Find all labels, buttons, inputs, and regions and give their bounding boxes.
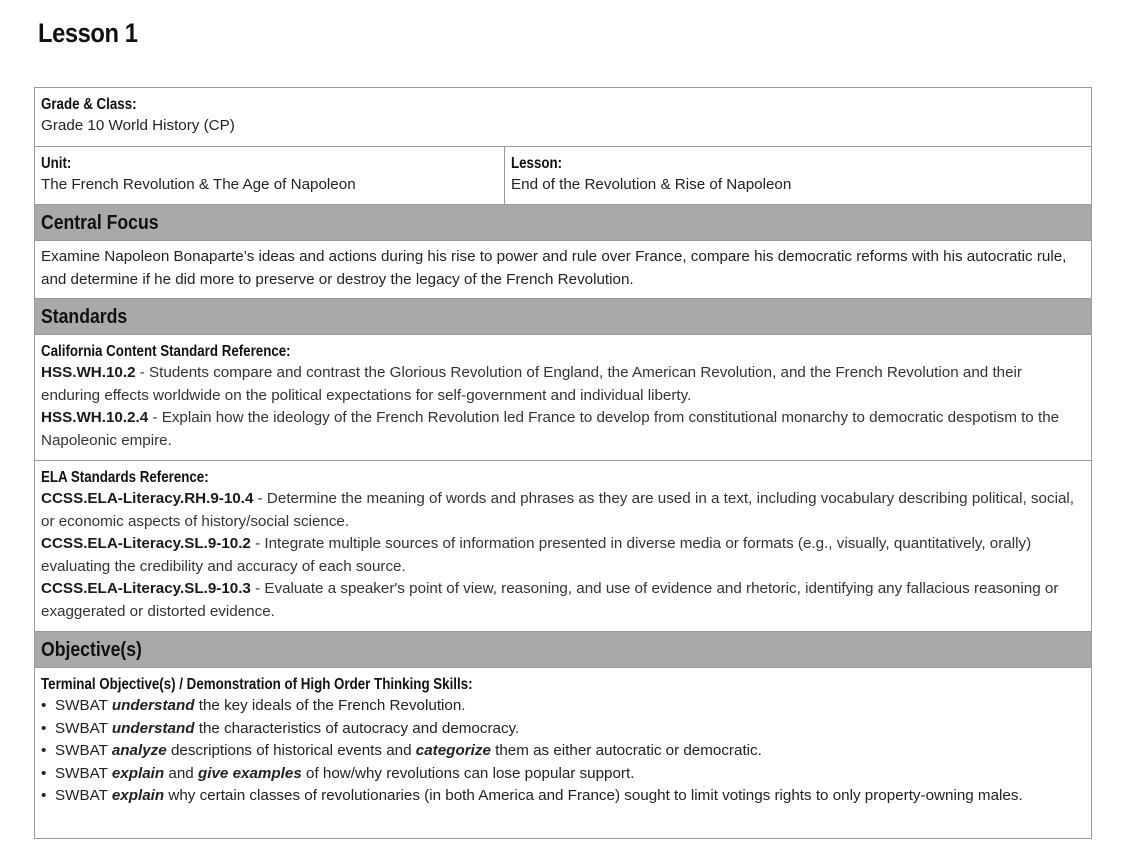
objective-lead: SWBAT — [55, 787, 112, 804]
standard-description: - Determine the meaning of words and phrases as they are used in a text, including vocabulary describing political, social, or economic aspects of history/social science. — [41, 490, 1074, 530]
objective-rest: why certain classes of revolutionaries (in both America and France) sought to limit votings rights to only property-owning males. — [164, 787, 1023, 804]
objective-lead: SWBAT — [55, 764, 112, 782]
objective-verb: analyze — [111, 742, 167, 759]
objective-mid: descriptions of historical events and — [166, 742, 416, 759]
standard-item — [41, 362, 1085, 407]
ela-standards-label: ELA Standards Reference: — [41, 469, 209, 486]
grade-class-value: Grade 10 World History (CP) — [41, 117, 235, 134]
unit-label: Unit: — [41, 155, 72, 172]
central-focus-header — [35, 205, 1091, 241]
objectives-heading: Objective(s) — [41, 638, 142, 661]
standard-description: - Explain how the ideology of the French Revolution led France to develop from constitutional monarchy to democratic despotism to the Napoleonic empire. — [41, 409, 1060, 449]
lesson-label: Lesson: — [511, 155, 563, 172]
objective-mid: and — [164, 764, 198, 782]
central-focus-heading: Central Focus — [41, 211, 159, 234]
objective-verb: categorize — [415, 742, 491, 759]
standard-description: - Integrate multiple sources of information presented in diverse media or formats (e.g., visually, quantitatively, orally) evaluating the credibility and accuracy of each source. — [41, 535, 1032, 575]
objective-verb: explain — [111, 764, 165, 782]
standard-description: - Evaluate a speaker's point of view, reasoning, and use of evidence and rhetoric, identifying any fallacious reasoning or exaggerated or distorted evidence. — [41, 580, 1059, 620]
objective-lead: SWBAT — [55, 697, 112, 714]
objective-item — [41, 763, 1085, 786]
page-title: Lesson 1 — [38, 18, 138, 48]
standard-item — [41, 407, 1085, 452]
standard-item — [41, 533, 1085, 578]
central-focus-text: Examine Napoleon Bonaparte’s ideas and actions during his rise to power and rule over France, compare his democratic reforms with his autocratic rule, and determine if he did more to preserve or destroy the legacy of the French Revolution. — [41, 248, 1067, 288]
grade-class-row — [35, 88, 1091, 147]
unit-lesson-row — [35, 147, 1091, 205]
standard-code: CCSS.ELA-Literacy.SL.9-10.3 — [41, 580, 251, 597]
objective-item — [41, 695, 1085, 718]
lesson-cell — [505, 147, 1091, 204]
lesson-plan-table — [34, 87, 1092, 839]
objective-lead: SWBAT — [55, 719, 112, 737]
objective-rest: of how/why revolutions can lose popular support. — [301, 764, 635, 782]
objective-item — [41, 785, 1085, 808]
objective-item — [41, 740, 1085, 763]
objectives-list — [41, 695, 1085, 808]
objective-verb: give examples — [197, 764, 302, 782]
unit-cell — [35, 147, 505, 204]
standard-code: CCSS.ELA-Literacy.SL.9-10.2 — [41, 535, 251, 552]
california-standards-row — [35, 335, 1091, 461]
california-standards-label: California Content Standard Reference: — [41, 343, 291, 360]
objective-rest: the key ideals of the French Revolution. — [194, 697, 466, 714]
standard-item — [41, 578, 1085, 623]
objective-rest: them as either autocratic or democratic. — [490, 742, 762, 759]
objective-verb: understand — [111, 697, 195, 714]
grade-class-label: Grade & Class: — [41, 96, 137, 113]
standard-code: CCSS.ELA-Literacy.RH.9-10.4 — [41, 490, 254, 507]
unit-value: The French Revolution & The Age of Napoleon — [41, 176, 356, 193]
objective-verb: explain — [111, 787, 165, 804]
standard-code: HSS.WH.10.2 — [41, 364, 136, 381]
objective-rest: the characteristics of autocracy and democracy. — [194, 719, 520, 737]
standards-header — [35, 299, 1091, 335]
ela-standards-row — [35, 461, 1091, 632]
standards-heading: Standards — [41, 305, 128, 328]
lesson-value: End of the Revolution & Rise of Napoleon — [511, 176, 792, 193]
objective-item — [41, 718, 1085, 741]
objectives-label: Terminal Objective(s) / Demonstration of High Order Thinking Skills: — [41, 676, 473, 693]
objectives-header — [35, 632, 1091, 668]
standard-description: - Students compare and contrast the Glorious Revolution of England, the American Revolution, and the French Revolution and their enduring effects worldwide on the political expectations for self-government and individual liberty. — [41, 364, 1022, 404]
objectives-row — [35, 668, 1091, 838]
central-focus-row — [35, 241, 1091, 299]
objective-lead: SWBAT — [55, 742, 112, 759]
objective-verb: understand — [111, 719, 195, 737]
standard-code: HSS.WH.10.2.4 — [41, 409, 149, 426]
standard-item — [41, 488, 1085, 533]
